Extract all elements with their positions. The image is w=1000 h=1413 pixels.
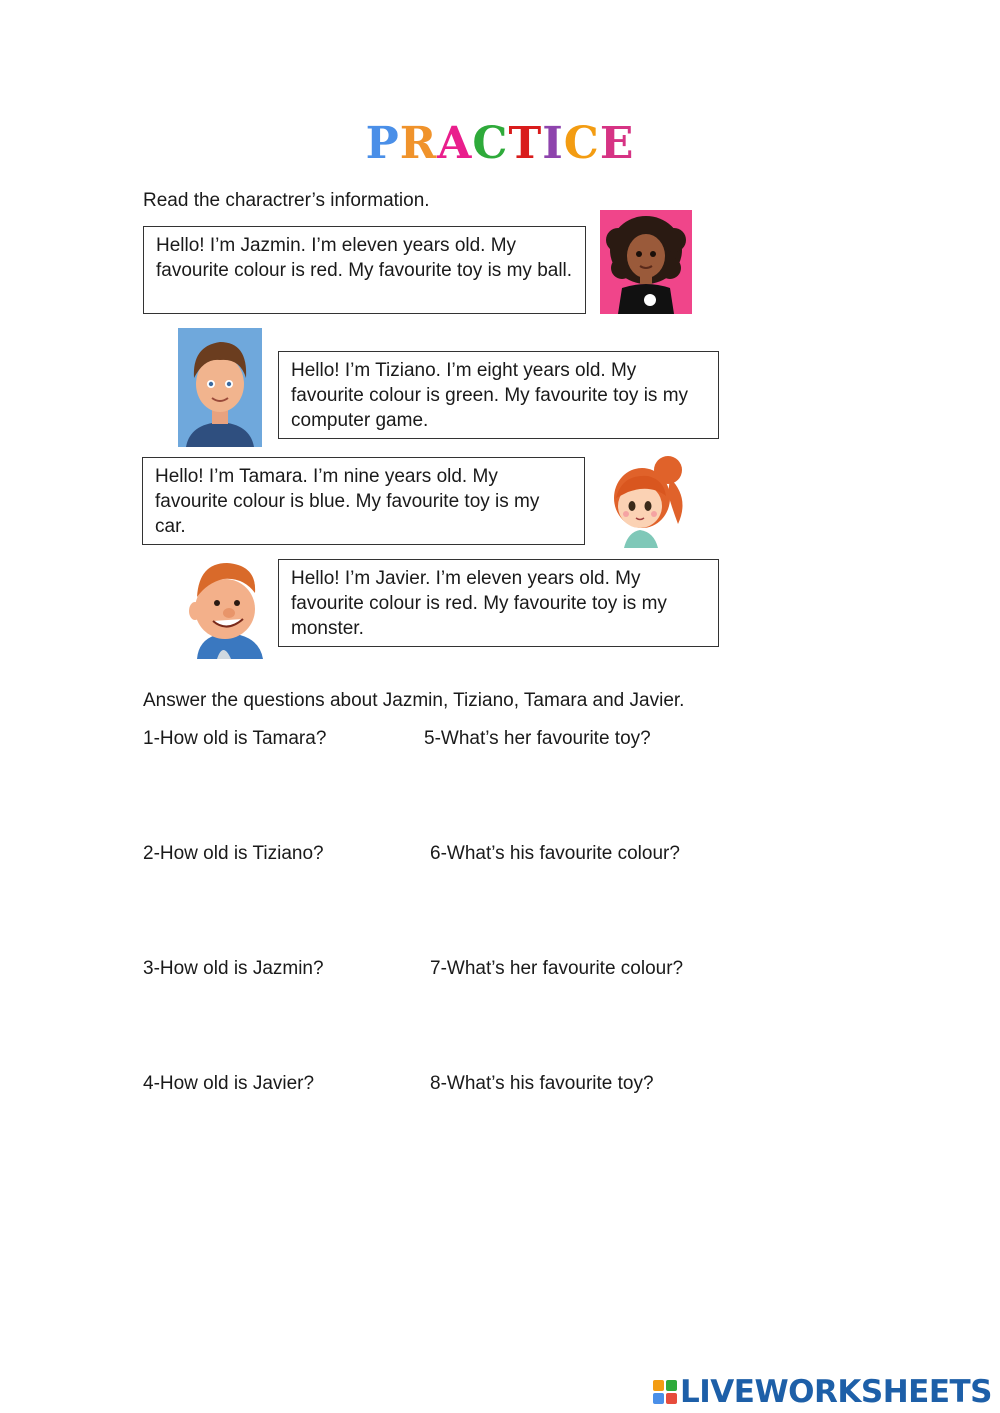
question-1: 1-How old is Tamara? bbox=[143, 728, 327, 749]
girl-curly-hair-icon bbox=[600, 210, 692, 314]
girl-red-hair-icon bbox=[598, 448, 690, 548]
jazmin-info-box: Hello! I’m Jazmin. I’m eleven years old. My favourite colour is red. My favourite toy is my ball. bbox=[143, 226, 586, 314]
page-title bbox=[0, 118, 1000, 169]
question-8: 8-What’s his favourite toy? bbox=[430, 1073, 654, 1094]
title-letter: T bbox=[508, 118, 543, 169]
brand-name: LIVEWORKSHEETS bbox=[680, 1374, 992, 1410]
question-7: 7-What’s her favourite colour? bbox=[430, 958, 684, 979]
question-3: 3-How old is Jazmin? bbox=[143, 958, 324, 979]
title-letter: A bbox=[437, 118, 473, 169]
question-6: 6-What’s his favourite colour? bbox=[430, 843, 680, 864]
title-letter: I bbox=[542, 118, 564, 169]
liveworksheets-logo bbox=[653, 1374, 992, 1410]
tamara-info-box: Hello! I’m Tamara. I’m nine years old. My favourite colour is blue. My favourite toy is my car. bbox=[142, 457, 585, 545]
question-4: 4-How old is Javier? bbox=[143, 1073, 315, 1094]
tiziano-info-box: Hello! I’m Tiziano. I’m eight years old. My favourite colour is green. My favourite toy is my computer game. bbox=[278, 351, 719, 439]
liveworksheets-logo-icon bbox=[653, 1380, 677, 1404]
man-ginger-hair-icon bbox=[183, 553, 267, 659]
read-instruction: Read the charactrer’s information. bbox=[143, 190, 430, 211]
title-letter: P bbox=[365, 118, 400, 169]
boy-brown-hair-icon bbox=[178, 328, 262, 447]
title-letter: C bbox=[563, 118, 600, 169]
question-5: 5-What’s her favourite toy? bbox=[424, 728, 651, 749]
title-letter: R bbox=[399, 118, 438, 169]
javier-info-box: Hello! I’m Javier. I’m eleven years old. My favourite colour is red. My favourite toy is my monster. bbox=[278, 559, 719, 647]
question-2: 2-How old is Tiziano? bbox=[143, 843, 324, 864]
title-letter: E bbox=[599, 118, 635, 169]
answer-instruction: Answer the questions about Jazmin, Tiziano, Tamara and Javier. bbox=[143, 690, 685, 711]
title-letter: C bbox=[472, 118, 509, 169]
